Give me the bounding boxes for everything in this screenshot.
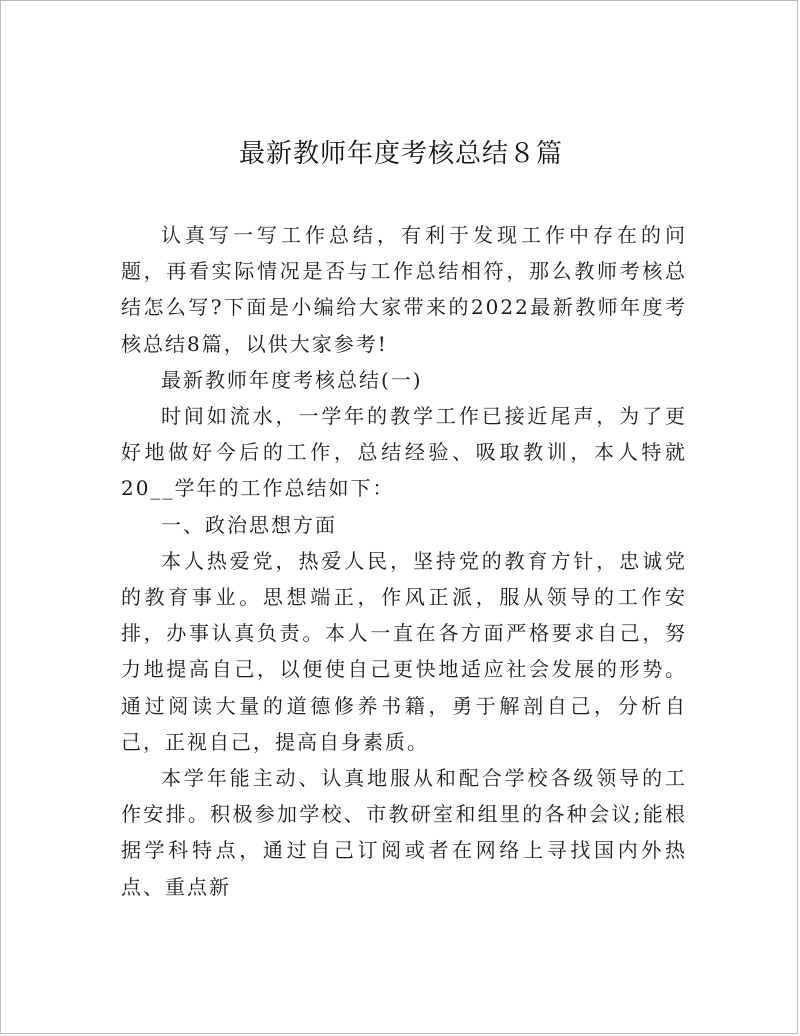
section-heading-political: 一、政治思想方面 [161, 512, 337, 537]
paragraph-intro: 认真写一写工作总结，有利于发现工作中存在的问题，再看实际情况是否与工作总结相符，那么教师考核总结怎么写?下面是小编给大家带来的2022最新教师年度考核总结8篇，以供大家参考! [121, 223, 687, 356]
document-body [121, 217, 687, 905]
paragraph-political-thought: 本人热爱党，热爱人民，坚持党的教育方针，忠诚党的教育事业。思想端正，作风正派，服从领导的工作安排，办事认真负责。本人一直在各方面严格要求自己，努力地提高自己，以便使自己更快地适应社会发展的形势。通过阅读大量的道德修养书籍，勇于解剖自己，分析自己，正视自己，提高自身素质。 [121, 548, 687, 754]
paragraph-work-attitude: 本学年能主动、认真地服从和配合学校各级领导的工作安排。积极参加学校、市教研室和组里的各种会议;能根据学科特点，通过自己订阅或者在网络上寻找国内外热点、重点新 [121, 766, 687, 899]
paragraph-opening: 时间如流水，一学年的教学工作已接近尾声，为了更好地做好今后的工作，总结经验、吸取教训，本人特就20__学年的工作总结如下： [121, 404, 687, 501]
document-title: 最新教师年度考核总结８篇 [238, 139, 563, 169]
section-heading-part-one: 最新教师年度考核总结(一) [161, 367, 423, 392]
